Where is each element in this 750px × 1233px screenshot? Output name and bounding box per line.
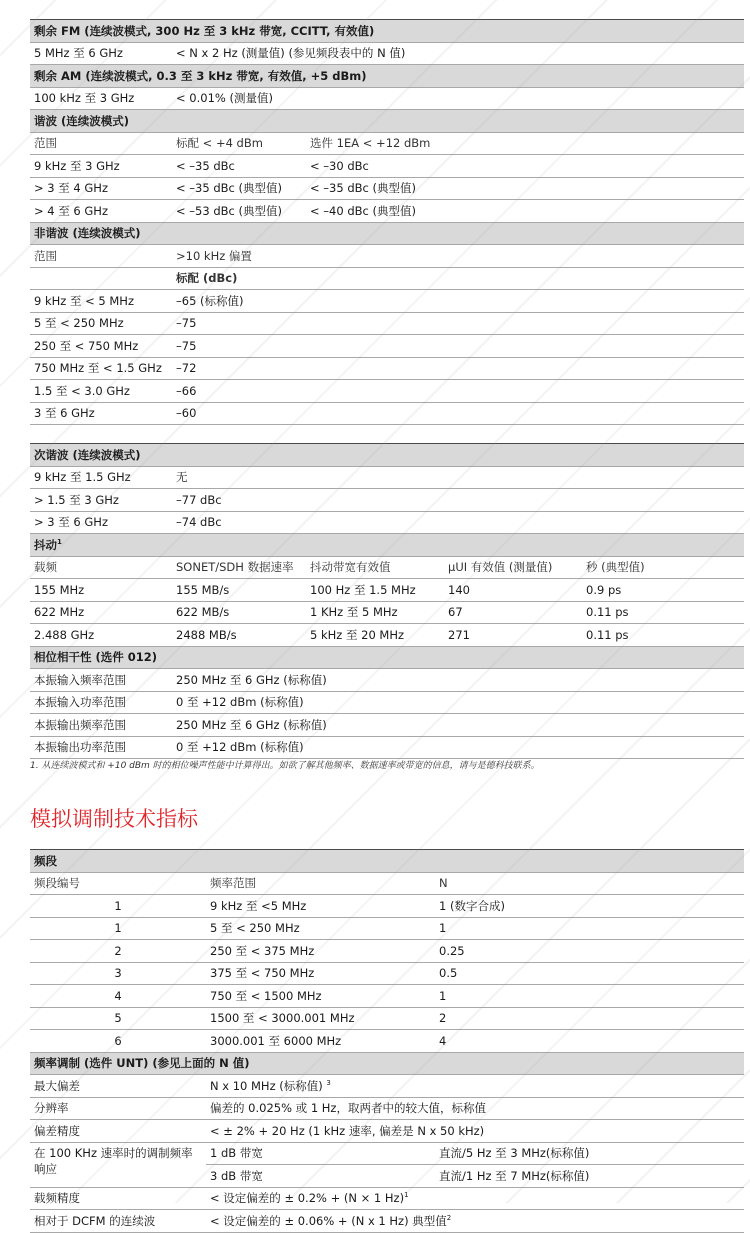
table-row: 5 至 < 250 MHz –75 [30, 312, 744, 335]
table-row: 1.5 至 < 3.0 GHz –66 [30, 380, 744, 403]
table-row: 分辨率 偏差的 0.025% 或 1 Hz，取两者中的较大值，标称值 [30, 1097, 744, 1120]
section-title: 剩余 AM (连续波模式, 0.3 至 3 kHz 带宽, 有效值, +5 dBm) [34, 68, 367, 83]
table-row: 3 至 6 GHz –60 [30, 402, 744, 425]
table-row: 9 kHz 至 1.5 GHz 无 [30, 466, 744, 489]
table-row: 本振输出频率范围 250 MHz 至 6 GHz (标称值) [30, 714, 744, 737]
column-header-row: 范围 >10 kHz 偏置 [30, 245, 744, 268]
column-header-row: 范围 标配 < +4 dBm 选件 1EA < +12 dBm [30, 132, 744, 155]
table-row: > 1.5 至 3 GHz –77 dBc [30, 489, 744, 512]
table-row: 在 100 KHz 速率时的调制频率响应 1 dB 带宽 直流/5 Hz 至 3 MHz(标称值) [30, 1142, 744, 1165]
spec-table-analog-modulation [30, 849, 744, 1233]
table-row: 2.488 GHz 2488 MB/s 5 kHz 至 20 MHz 271 0.11 ps [30, 624, 744, 647]
table-row: 9 kHz 至 3 GHz < –35 dBc < –30 dBc [30, 155, 744, 178]
section-title: 频段 [34, 853, 57, 868]
section-header-phase-coherence [30, 646, 744, 669]
footnote: 1. 从连续波模式和 +10 dBm 时的相位噪声性能中计算得出。如欲了解其他频率、数据速率或带宽的信息，请与是德科技联系。 [30, 761, 540, 771]
table-row: 4 750 至 < 1500 MHz 1 [30, 985, 744, 1008]
section-header-harmonics [30, 110, 744, 133]
table-row: 1 9 kHz 至 <5 MHz 1 (数字合成) [30, 895, 744, 918]
table-row: > 4 至 6 GHz < –53 dBc (典型值) < –40 dBc (典型值) [30, 200, 744, 223]
spec-table-residual [30, 19, 744, 425]
column-header-row: 频段编号 频率范围 N [30, 872, 744, 895]
table-row: 5 1500 至 < 3000.001 MHz 2 [30, 1007, 744, 1030]
table-row: 本振输入频率范围 250 MHz 至 6 GHz (标称值) [30, 669, 744, 692]
spec-table-subharmonics-jitter [30, 443, 744, 759]
table-row: > 3 至 4 GHz < –35 dBc (典型值) < –35 dBc (典型值) [30, 177, 744, 200]
section-title: 频率调制 (选件 UNT) (参见上面的 N 值) [34, 1056, 250, 1071]
table-row: 偏差精度 < ± 2% + 20 Hz (1 kHz 速率, 偏差是 N x 50 kHz) [30, 1120, 744, 1143]
table-row: 相对于 DCFM 的连续波 < 设定偏差的 ± 0.06% + (N x 1 Hz) 典型值$^2$ [30, 1210, 744, 1233]
table-row: 622 MHz 622 MB/s 1 KHz 至 5 MHz 67 0.11 ps [30, 601, 744, 624]
column-header-row: 载频 SONET/SDH 数据速率 抖动带宽有效值 μUI 有效值 (测量值) 秒 (典型值) [30, 556, 744, 579]
table-row: > 3 至 6 GHz –74 dBc [30, 511, 744, 534]
section-title: 次谐波 (连续波模式) [34, 447, 141, 462]
table-row: 155 MHz 155 MB/s 100 Hz 至 1.5 MHz 140 0.9 ps [30, 579, 744, 602]
table-row: 本振输出功率范围 0 至 +12 dBm (标称值) [30, 736, 744, 759]
footnote-ref: 1 [404, 1191, 409, 1200]
footnote-ref: 3 [326, 1078, 331, 1087]
section-header-nonharmonics [30, 222, 744, 245]
footnote-ref: 2 [446, 1213, 452, 1222]
section-header-residual-fm [30, 20, 744, 43]
table-row: 1 5 至 < 250 MHz 1 [30, 917, 744, 940]
footnote-ref: 1 [57, 537, 62, 546]
table-row: 3 dB 带宽 直流/1 Hz 至 7 MHz(标称值) [30, 1165, 744, 1188]
section-title: 相位相干性 (选件 012) [34, 650, 158, 665]
table-row: 本振输入功率范围 0 至 +12 dBm (标称值) [30, 691, 744, 714]
section-title: 剩余 FM (连续波模式, 300 Hz 至 3 kHz 带宽, CCITT, 有效值) [34, 23, 375, 38]
table-row: 750 MHz 至 < 1.5 GHz –72 [30, 357, 744, 380]
section-header-residual-am [30, 65, 744, 88]
section-title: 非谐波 (连续波模式) [34, 226, 141, 241]
column-header-row: 标配 (dBc) [30, 267, 744, 290]
section-header-jitter [30, 534, 744, 557]
section-header-bands [30, 850, 744, 873]
table-row: 6 3000.001 至 6000 MHz 4 [30, 1030, 744, 1053]
table-row: 3 375 至 < 750 MHz 0.5 [30, 962, 744, 985]
section-header-subharmonics [30, 444, 744, 467]
table-row: 2 250 至 < 375 MHz 0.25 [30, 940, 744, 963]
section-title: 抖动 [34, 537, 57, 552]
table-row: 9 kHz 至 < 5 MHz –65 (标称值) [30, 290, 744, 313]
section-header-frequency-modulation [30, 1052, 744, 1075]
table-row: 5 MHz 至 6 GHz < N x 2 Hz (测量值) (参见频段表中的 N 值) [30, 42, 744, 65]
section-title: 谐波 (连续波模式) [34, 113, 130, 128]
table-row: 载频精度 < 设定偏差的 ± 0.2% + (N × 1 Hz)$^1$ [30, 1187, 744, 1210]
table-row: 最大偏差 N x 10 MHz (标称值) $^3$ [30, 1075, 744, 1098]
page-section-heading: 模拟调制技术指标 [30, 807, 198, 831]
table-row: 250 至 < 750 MHz –75 [30, 335, 744, 358]
table-row: 100 kHz 至 3 GHz < 0.01% (测量值) [30, 87, 744, 110]
